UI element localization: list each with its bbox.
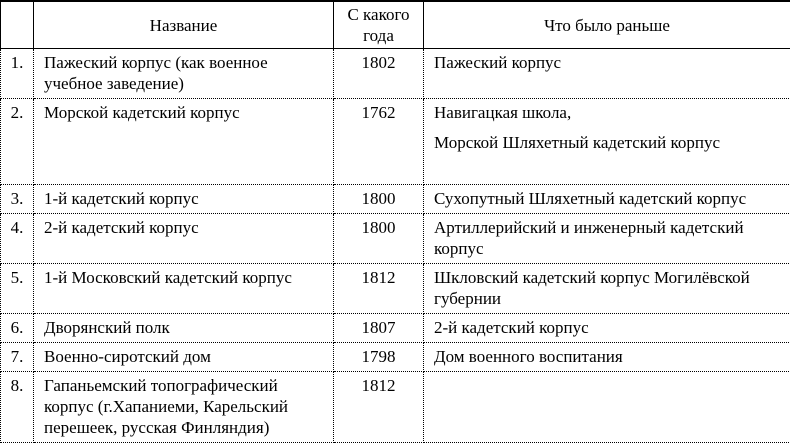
name-cell: 1-й Московский кадетский корпус [34, 264, 334, 314]
table-row [1, 214, 790, 264]
header-cell-year: С какого года [334, 1, 424, 49]
previous-entry: Артиллерийский и инженерный кадетский корпус [434, 217, 782, 259]
row-number-cell: 6. [1, 314, 34, 343]
year-cell: 1807 [334, 314, 424, 343]
previous-entry: Пажеский корпус [434, 52, 782, 73]
year-cell: 1800 [334, 185, 424, 214]
year-cell: 1812 [334, 372, 424, 443]
row-number-cell: 5. [1, 264, 34, 314]
table-row [1, 185, 790, 214]
year-cell: 1812 [334, 264, 424, 314]
name-cell: 1-й кадетский корпус [34, 185, 334, 214]
previous-cell [424, 372, 790, 443]
year-cell: 1798 [334, 343, 424, 372]
row-number-cell: 1. [1, 49, 34, 99]
row-number-cell: 3. [1, 185, 34, 214]
header-cell-name: Название [34, 1, 334, 49]
previous-cell [424, 99, 790, 185]
previous-entry: Морской Шляхетный кадетский корпус [434, 132, 782, 153]
previous-cell [424, 49, 790, 99]
previous-entry: Дом военного воспитания [434, 346, 782, 367]
name-cell: Пажеский корпус (как военное учебное заведение) [34, 49, 334, 99]
previous-cell [424, 185, 790, 214]
previous-cell [424, 343, 790, 372]
name-cell: Военно-сиротский дом [34, 343, 334, 372]
row-number-cell: 7. [1, 343, 34, 372]
previous-cell [424, 264, 790, 314]
table-row [1, 99, 790, 185]
table-row [1, 264, 790, 314]
header-cell-number [1, 1, 34, 49]
row-number-cell: 2. [1, 99, 34, 185]
previous-cell [424, 214, 790, 264]
row-number-cell: 4. [1, 214, 34, 264]
year-cell: 1800 [334, 214, 424, 264]
table-row [1, 372, 790, 443]
table-row [1, 314, 790, 343]
header-cell-previous: Что было раньше [424, 1, 790, 49]
name-cell: 2-й кадетский корпус [34, 214, 334, 264]
previous-entry: Сухопутный Шляхетный кадетский корпус [434, 188, 782, 209]
table-row [1, 343, 790, 372]
previous-entry: Шкловский кадетский корпус Могилёвской губернии [434, 267, 782, 309]
previous-cell [424, 314, 790, 343]
row-number-cell: 8. [1, 372, 34, 443]
previous-entry: 2-й кадетский корпус [434, 317, 782, 338]
table-body [1, 49, 790, 443]
name-cell: Морской кадетский корпус [34, 99, 334, 185]
table-row [1, 49, 790, 99]
header-row [1, 1, 790, 49]
year-cell: 1762 [334, 99, 424, 185]
name-cell: Дворянский полк [34, 314, 334, 343]
table-header [1, 1, 790, 49]
year-cell: 1802 [334, 49, 424, 99]
previous-entry: Навигацкая школа, [434, 102, 782, 123]
name-cell: Гапаньемский топографический корпус (г.Хапаниеми, Карельский перешеек, русская Финляндия) [34, 372, 334, 443]
